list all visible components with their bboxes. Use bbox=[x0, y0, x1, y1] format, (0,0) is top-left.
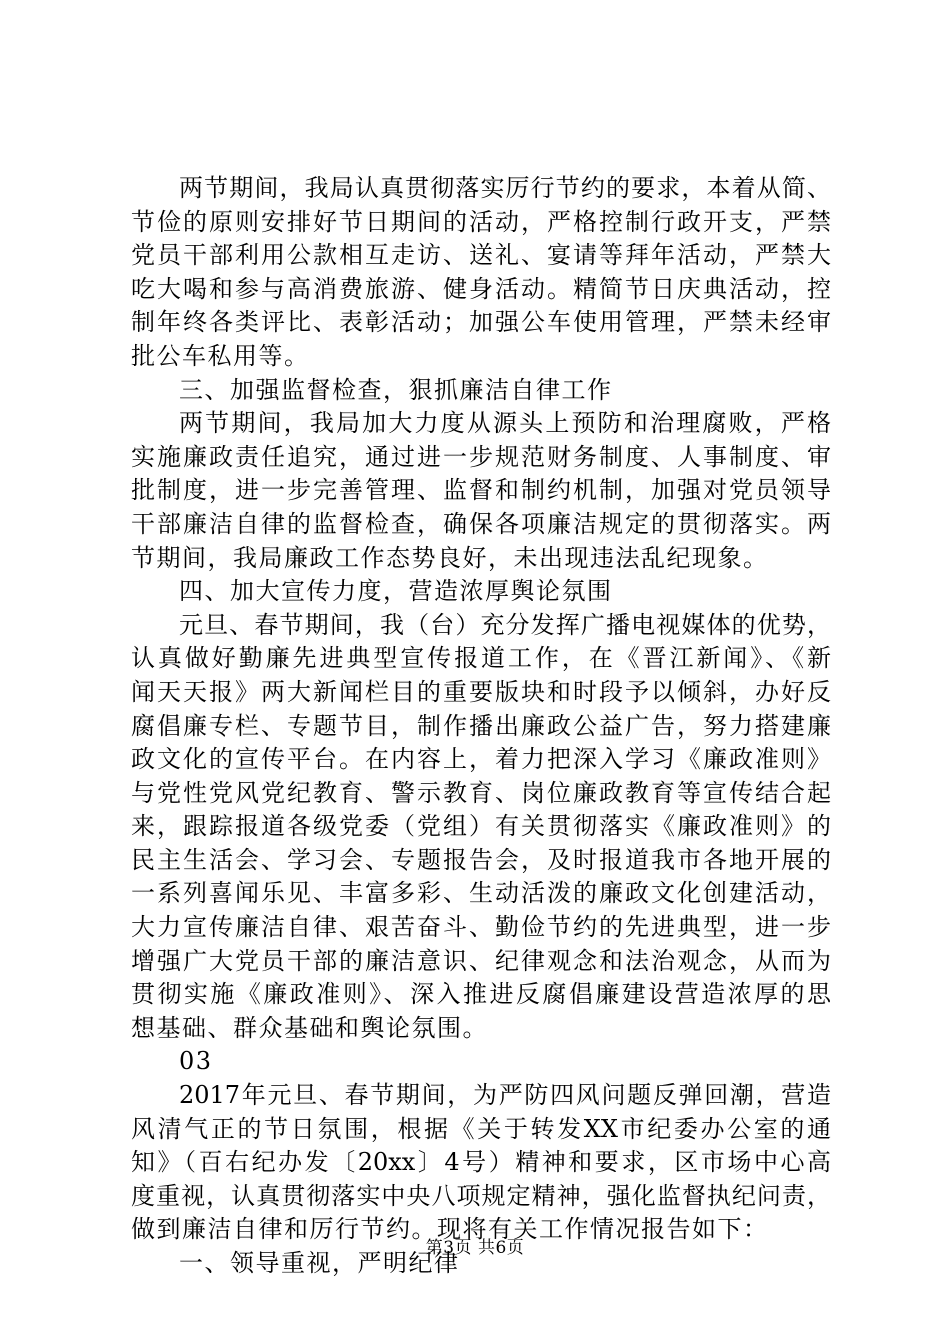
paragraph-line: 做到廉洁自律和厉行节约。现将有关工作情况报告如下： bbox=[131, 1215, 769, 1244]
paragraph-line: 来，跟踪报道各级党委（党组）有关贯彻落实《廉政准则》的 bbox=[131, 812, 831, 841]
paragraph-line: 度重视，认真贯彻落实中央八项规定精神，强化监督执纪问责， bbox=[131, 1181, 831, 1210]
paragraph-line: 批制度，进一步完善管理、监督和制约机制，加强对党员领导 bbox=[131, 476, 831, 505]
paragraph-line: 想基础、群众基础和舆论氛围。 bbox=[131, 1013, 488, 1042]
paragraph-first-line: 03 bbox=[179, 1047, 213, 1076]
paragraph-line: 知》（百右纪办发〔20xx〕4号）精神和要求，区市场中心高 bbox=[131, 1148, 831, 1177]
paragraph-first-line: 三、加强监督检查，狠抓廉洁自律工作 bbox=[179, 375, 613, 404]
paragraph-first-line: 四、加大宣传力度，营造浓厚舆论氛围 bbox=[179, 577, 613, 606]
paragraph-line: 政文化的宣传平台。在内容上，着力把深入学习《廉政准则》 bbox=[131, 745, 831, 774]
paragraph-line: 党员干部利用公款相互走访、送礼、宴请等拜年活动，严禁大 bbox=[131, 241, 831, 270]
paragraph-line: 节俭的原则安排好节日期间的活动，严格控制行政开支，严禁 bbox=[131, 207, 831, 236]
paragraph-line: 节期间，我局廉政工作态势良好，未出现违法乱纪现象。 bbox=[131, 543, 769, 572]
paragraph-line: 认真做好勤廉先进典型宣传报道工作，在《晋江新闻》、《新 bbox=[131, 644, 831, 673]
paragraph-line: 实施廉政责任追究，通过进一步规范财务制度、人事制度、审 bbox=[131, 442, 831, 471]
paragraph-line: 干部廉洁自律的监督检查，确保各项廉洁规定的贯彻落实。两 bbox=[131, 509, 831, 538]
paragraph-line: 闻天天报》两大新闻栏目的重要版块和时段予以倾斜，办好反 bbox=[131, 677, 831, 706]
paragraph-line: 与党性党风党纪教育、警示教育、岗位廉政教育等宣传结合起 bbox=[131, 778, 831, 807]
paragraph-line: 民主生活会、学习会、专题报告会，及时报道我市各地开展的 bbox=[131, 845, 831, 874]
paragraph-line: 风清气正的节日氛围，根据《关于转发XX市纪委办公室的通 bbox=[131, 1114, 831, 1143]
paragraph-first-line: 2017年元旦、春节期间，为严防四风问题反弹回潮，营造 bbox=[179, 1081, 831, 1110]
paragraph-line: 腐倡廉专栏、专题节目，制作播出廉政公益广告，努力搭建廉 bbox=[131, 711, 831, 740]
paragraph-line: 吃大喝和参与高消费旅游、健身活动。精简节日庆典活动，控 bbox=[131, 274, 831, 303]
paragraph-line: 制年终各类评比、表彰活动；加强公车使用管理，严禁未经审 bbox=[131, 308, 831, 337]
document-body bbox=[131, 172, 831, 1281]
paragraph-line: 大力宣传廉洁自律、艰苦奋斗、勤俭节约的先进典型，进一步 bbox=[131, 913, 831, 942]
paragraph-line: 一系列喜闻乐见、丰富多彩、生动活泼的廉政文化创建活动， bbox=[131, 879, 831, 908]
paragraph-first-line: 两节期间，我局加大力度从源头上预防和治理腐败，严格 bbox=[179, 409, 831, 438]
paragraph-line: 增强广大党员干部的廉洁意识、纪律观念和法治观念，从而为 bbox=[131, 946, 831, 975]
paragraph-first-line: 元旦、春节期间，我（台）充分发挥广播电视媒体的优势， bbox=[179, 610, 831, 639]
paragraph-first-line: 两节期间，我局认真贯彻落实厉行节约的要求，本着从简、 bbox=[179, 174, 831, 202]
page-footer: 第3页 共6页 bbox=[425, 1238, 525, 1258]
paragraph-first-line: 一、领导重视，严明纪律 bbox=[179, 1249, 460, 1277]
paragraph-line: 批公车私用等。 bbox=[131, 341, 310, 370]
paragraph-line: 贯彻实施《廉政准则》、深入推进反腐倡廉建设营造浓厚的思 bbox=[131, 980, 831, 1009]
